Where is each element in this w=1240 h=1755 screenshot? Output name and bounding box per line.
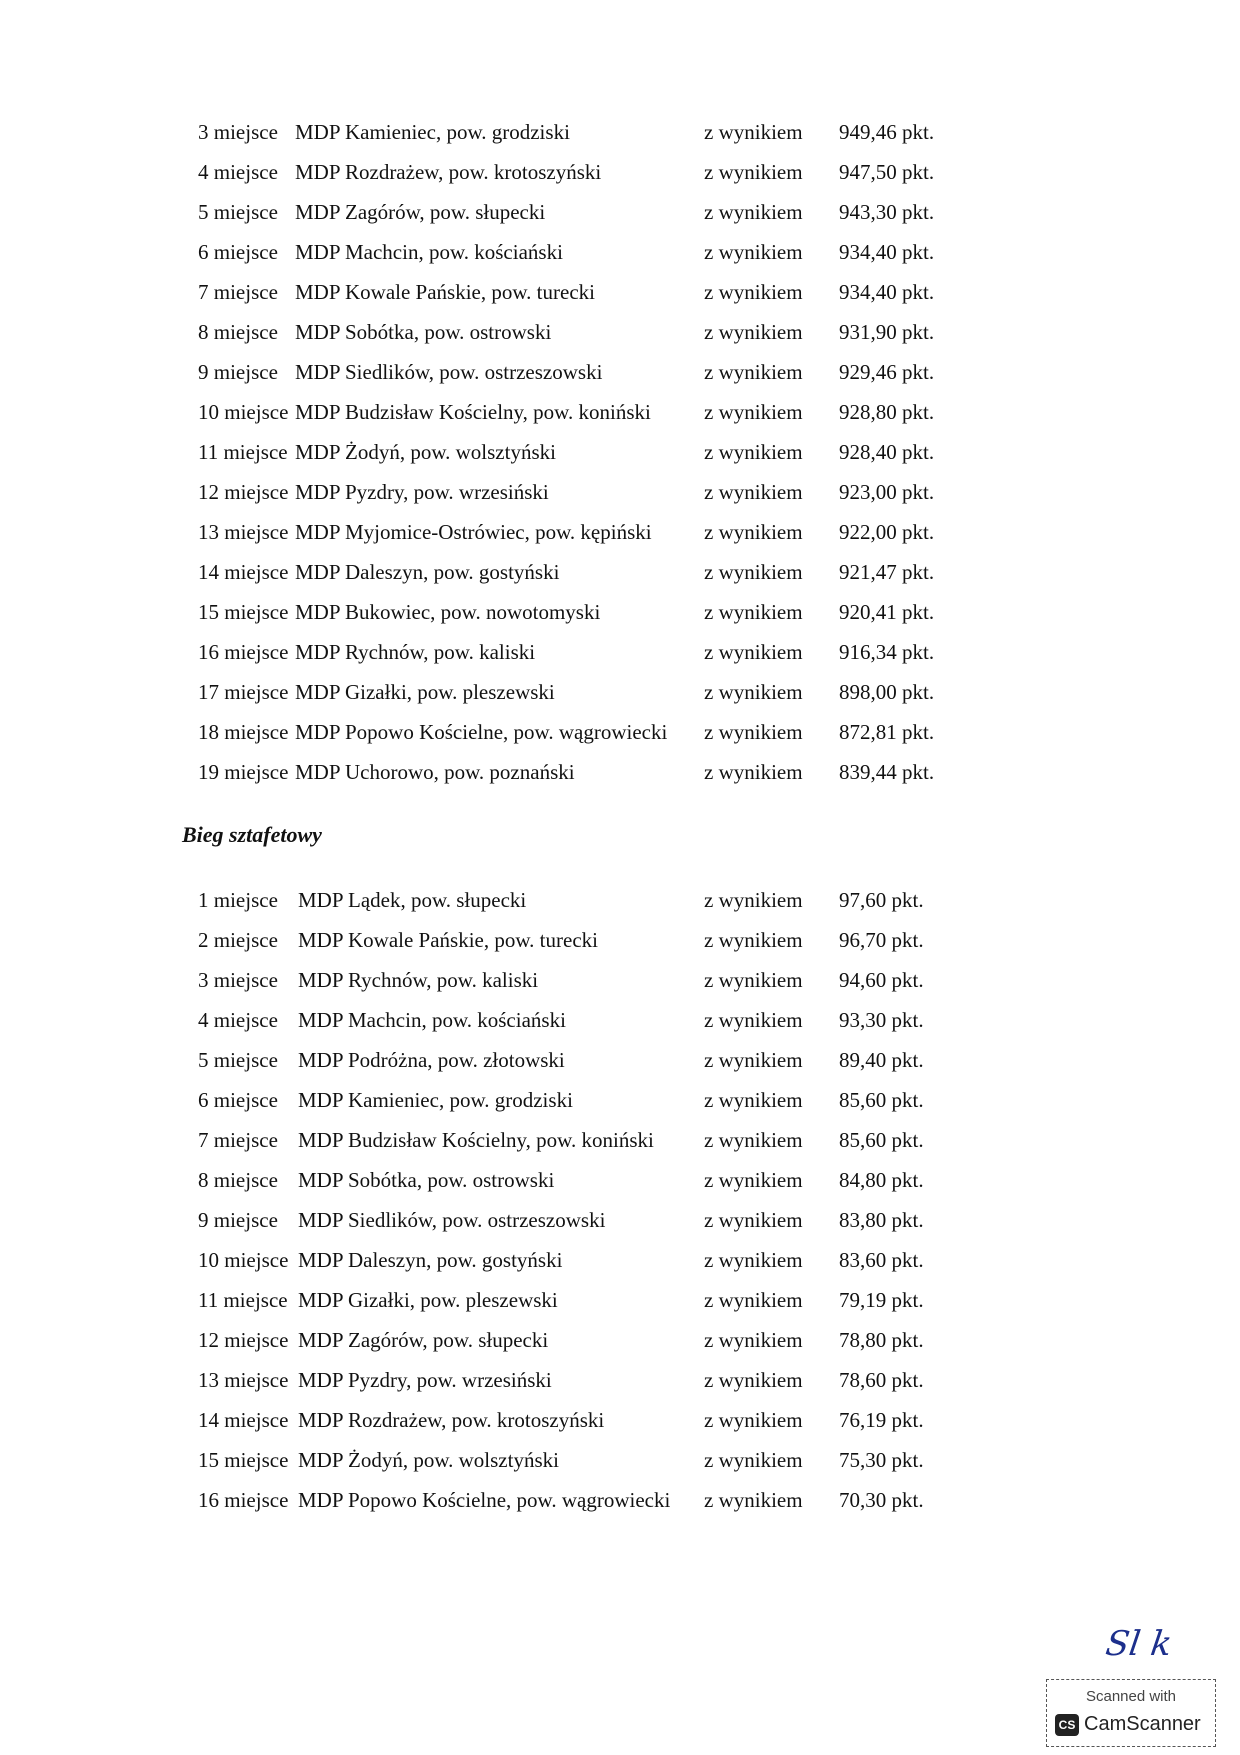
result-row (198, 1320, 958, 1360)
score-value: 898,00 pkt. (839, 680, 935, 704)
with-result-label: z wynikiem (704, 160, 803, 184)
with-result-label: z wynikiem (704, 1248, 803, 1272)
score-value: 89,40 pkt. (839, 1048, 924, 1072)
score-value: 872,81 pkt. (839, 720, 935, 744)
with-result-label: z wynikiem (704, 680, 803, 704)
score-value: 922,00 pkt. (839, 520, 935, 544)
result-row (198, 512, 958, 552)
score-value: 76,19 pkt. (839, 1408, 924, 1432)
place-label: 13 miejsce (198, 1368, 289, 1392)
result-row (198, 392, 958, 432)
with-result-label: z wynikiem (704, 120, 803, 144)
result-row (198, 1360, 958, 1400)
result-row (198, 1280, 958, 1320)
score-value: 916,34 pkt. (839, 640, 935, 664)
score-value: 84,80 pkt. (839, 1168, 924, 1192)
with-result-label: z wynikiem (704, 1288, 803, 1312)
result-row (198, 920, 958, 960)
camscanner-logo-icon: CS (1055, 1714, 1079, 1736)
place-label: 5 miejsce (198, 200, 278, 224)
team-name: MDP Lądek, pow. słupecki (298, 888, 527, 912)
team-name: MDP Kowale Pańskie, pow. turecki (295, 280, 595, 304)
place-label: 6 miejsce (198, 1088, 278, 1112)
with-result-label: z wynikiem (704, 640, 803, 664)
results-list-continued (198, 112, 958, 792)
team-name: MDP Machcin, pow. kościański (295, 240, 563, 264)
with-result-label: z wynikiem (704, 1168, 803, 1192)
score-value: 78,60 pkt. (839, 1368, 924, 1392)
place-label: 15 miejsce (198, 1448, 289, 1472)
with-result-label: z wynikiem (704, 760, 803, 784)
place-label: 16 miejsce (198, 1488, 289, 1512)
score-value: 929,46 pkt. (839, 360, 935, 384)
team-name: MDP Pyzdry, pow. wrzesiński (298, 1368, 552, 1392)
with-result-label: z wynikiem (704, 480, 803, 504)
team-name: MDP Sobótka, pow. ostrowski (295, 320, 552, 344)
with-result-label: z wynikiem (704, 320, 803, 344)
with-result-label: z wynikiem (704, 600, 803, 624)
team-name: MDP Pyzdry, pow. wrzesiński (295, 480, 549, 504)
result-row (198, 1000, 958, 1040)
team-name: MDP Bukowiec, pow. nowotomyski (295, 600, 601, 624)
result-row (198, 112, 958, 152)
handwritten-signature: Sl k (1103, 1624, 1175, 1664)
with-result-label: z wynikiem (704, 1328, 803, 1352)
with-result-label: z wynikiem (704, 240, 803, 264)
place-label: 8 miejsce (198, 320, 278, 344)
section-title-relay: Bieg sztafetowy (182, 822, 322, 847)
team-name: MDP Siedlików, pow. ostrzeszowski (298, 1208, 606, 1232)
place-label: 2 miejsce (198, 928, 278, 952)
score-value: 85,60 pkt. (839, 1128, 924, 1152)
with-result-label: z wynikiem (704, 200, 803, 224)
team-name: MDP Rozdrażew, pow. krotoszyński (298, 1408, 605, 1432)
score-value: 931,90 pkt. (839, 320, 935, 344)
result-row (198, 1400, 958, 1440)
place-label: 7 miejsce (198, 280, 278, 304)
team-name: MDP Rychnów, pow. kaliski (295, 640, 536, 664)
with-result-label: z wynikiem (704, 1488, 803, 1512)
score-value: 921,47 pkt. (839, 560, 935, 584)
place-label: 5 miejsce (198, 1048, 278, 1072)
place-label: 9 miejsce (198, 360, 278, 384)
place-label: 17 miejsce (198, 680, 289, 704)
place-label: 12 miejsce (198, 1328, 289, 1352)
score-value: 70,30 pkt. (839, 1488, 924, 1512)
result-row (198, 632, 958, 672)
team-name: MDP Kamieniec, pow. grodziski (295, 120, 570, 144)
score-value: 947,50 pkt. (839, 160, 935, 184)
score-value: 928,40 pkt. (839, 440, 935, 464)
score-value: 943,30 pkt. (839, 200, 935, 224)
score-value: 79,19 pkt. (839, 1288, 924, 1312)
team-name: MDP Machcin, pow. kościański (298, 1008, 566, 1032)
result-row (198, 960, 958, 1000)
team-name: MDP Gizałki, pow. pleszewski (298, 1288, 558, 1312)
result-row (198, 1240, 958, 1280)
team-name: MDP Sobótka, pow. ostrowski (298, 1168, 555, 1192)
score-value: 934,40 pkt. (839, 240, 935, 264)
with-result-label: z wynikiem (704, 1088, 803, 1112)
place-label: 16 miejsce (198, 640, 289, 664)
team-name: MDP Daleszyn, pow. gostyński (295, 560, 560, 584)
team-name: MDP Uchorowo, pow. poznański (295, 760, 575, 784)
score-value: 839,44 pkt. (839, 760, 935, 784)
place-label: 11 miejsce (198, 1288, 288, 1312)
team-name: MDP Budzisław Kościelny, pow. koniński (298, 1128, 654, 1152)
team-name: MDP Popowo Kościelne, pow. wągrowiecki (295, 720, 668, 744)
team-name: MDP Zagórów, pow. słupecki (298, 1328, 549, 1352)
place-label: 3 miejsce (198, 968, 278, 992)
result-row (198, 472, 958, 512)
result-row (198, 232, 958, 272)
team-name: MDP Rozdrażew, pow. krotoszyński (295, 160, 602, 184)
result-row (198, 152, 958, 192)
watermark-brand-name: CamScanner (1084, 1713, 1201, 1735)
team-name: MDP Żodyń, pow. wolsztyński (298, 1448, 559, 1472)
score-value: 949,46 pkt. (839, 120, 935, 144)
with-result-label: z wynikiem (704, 520, 803, 544)
with-result-label: z wynikiem (704, 1128, 803, 1152)
result-row (198, 312, 958, 352)
score-value: 75,30 pkt. (839, 1448, 924, 1472)
with-result-label: z wynikiem (704, 280, 803, 304)
team-name: MDP Kamieniec, pow. grodziski (298, 1088, 573, 1112)
place-label: 7 miejsce (198, 1128, 278, 1152)
score-value: 920,41 pkt. (839, 600, 935, 624)
place-label: 10 miejsce (198, 1248, 289, 1272)
with-result-label: z wynikiem (704, 888, 803, 912)
result-row (198, 192, 958, 232)
team-name: MDP Popowo Kościelne, pow. wągrowiecki (298, 1488, 671, 1512)
camscanner-watermark (1046, 1679, 1216, 1747)
score-value: 93,30 pkt. (839, 1008, 924, 1032)
score-value: 83,60 pkt. (839, 1248, 924, 1272)
score-value: 928,80 pkt. (839, 400, 935, 424)
score-value: 934,40 pkt. (839, 280, 935, 304)
results-list-relay (198, 880, 958, 1520)
place-label: 18 miejsce (198, 720, 289, 744)
team-name: MDP Zagórów, pow. słupecki (295, 200, 546, 224)
result-row (198, 880, 958, 920)
with-result-label: z wynikiem (704, 1008, 803, 1032)
with-result-label: z wynikiem (704, 968, 803, 992)
team-name: MDP Gizałki, pow. pleszewski (295, 680, 555, 704)
with-result-label: z wynikiem (704, 720, 803, 744)
with-result-label: z wynikiem (704, 928, 803, 952)
team-name: MDP Budzisław Kościelny, pow. koniński (295, 400, 651, 424)
watermark-top-text: Scanned with (1085, 1688, 1177, 1705)
score-value: 97,60 pkt. (839, 888, 924, 912)
place-label: 14 miejsce (198, 1408, 289, 1432)
with-result-label: z wynikiem (704, 1208, 803, 1232)
result-row (198, 1200, 958, 1240)
result-row (198, 1160, 958, 1200)
with-result-label: z wynikiem (704, 1408, 803, 1432)
with-result-label: z wynikiem (704, 1048, 803, 1072)
team-name: MDP Kowale Pańskie, pow. turecki (298, 928, 598, 952)
with-result-label: z wynikiem (704, 360, 803, 384)
result-row (198, 352, 958, 392)
team-name: MDP Myjomice-Ostrówiec, pow. kępiński (295, 520, 652, 544)
with-result-label: z wynikiem (704, 1448, 803, 1472)
with-result-label: z wynikiem (704, 1368, 803, 1392)
result-row (198, 1080, 958, 1120)
score-value: 923,00 pkt. (839, 480, 935, 504)
with-result-label: z wynikiem (704, 560, 803, 584)
place-label: 9 miejsce (198, 1208, 278, 1232)
result-row (198, 272, 958, 312)
team-name: MDP Daleszyn, pow. gostyński (298, 1248, 563, 1272)
result-row (198, 1040, 958, 1080)
team-name: MDP Podróżna, pow. złotowski (298, 1048, 565, 1072)
score-value: 94,60 pkt. (839, 968, 924, 992)
place-label: 6 miejsce (198, 240, 278, 264)
result-row (198, 592, 958, 632)
result-row (198, 672, 958, 712)
result-row (198, 432, 958, 472)
place-label: 3 miejsce (198, 120, 278, 144)
place-label: 14 miejsce (198, 560, 289, 584)
score-value: 83,80 pkt. (839, 1208, 924, 1232)
place-label: 4 miejsce (198, 160, 278, 184)
result-row (198, 752, 958, 792)
place-label: 13 miejsce (198, 520, 289, 544)
result-row (198, 1480, 958, 1520)
score-value: 78,80 pkt. (839, 1328, 924, 1352)
place-label: 10 miejsce (198, 400, 289, 424)
result-row (198, 552, 958, 592)
place-label: 11 miejsce (198, 440, 288, 464)
with-result-label: z wynikiem (704, 440, 803, 464)
place-label: 8 miejsce (198, 1168, 278, 1192)
score-value: 96,70 pkt. (839, 928, 924, 952)
result-row (198, 1120, 958, 1160)
result-row (198, 1440, 958, 1480)
place-label: 15 miejsce (198, 600, 289, 624)
score-value: 85,60 pkt. (839, 1088, 924, 1112)
place-label: 12 miejsce (198, 480, 289, 504)
team-name: MDP Rychnów, pow. kaliski (298, 968, 539, 992)
place-label: 4 miejsce (198, 1008, 278, 1032)
place-label: 1 miejsce (198, 888, 278, 912)
team-name: MDP Żodyń, pow. wolsztyński (295, 440, 556, 464)
team-name: MDP Siedlików, pow. ostrzeszowski (295, 360, 603, 384)
place-label: 19 miejsce (198, 760, 289, 784)
with-result-label: z wynikiem (704, 400, 803, 424)
result-row (198, 712, 958, 752)
